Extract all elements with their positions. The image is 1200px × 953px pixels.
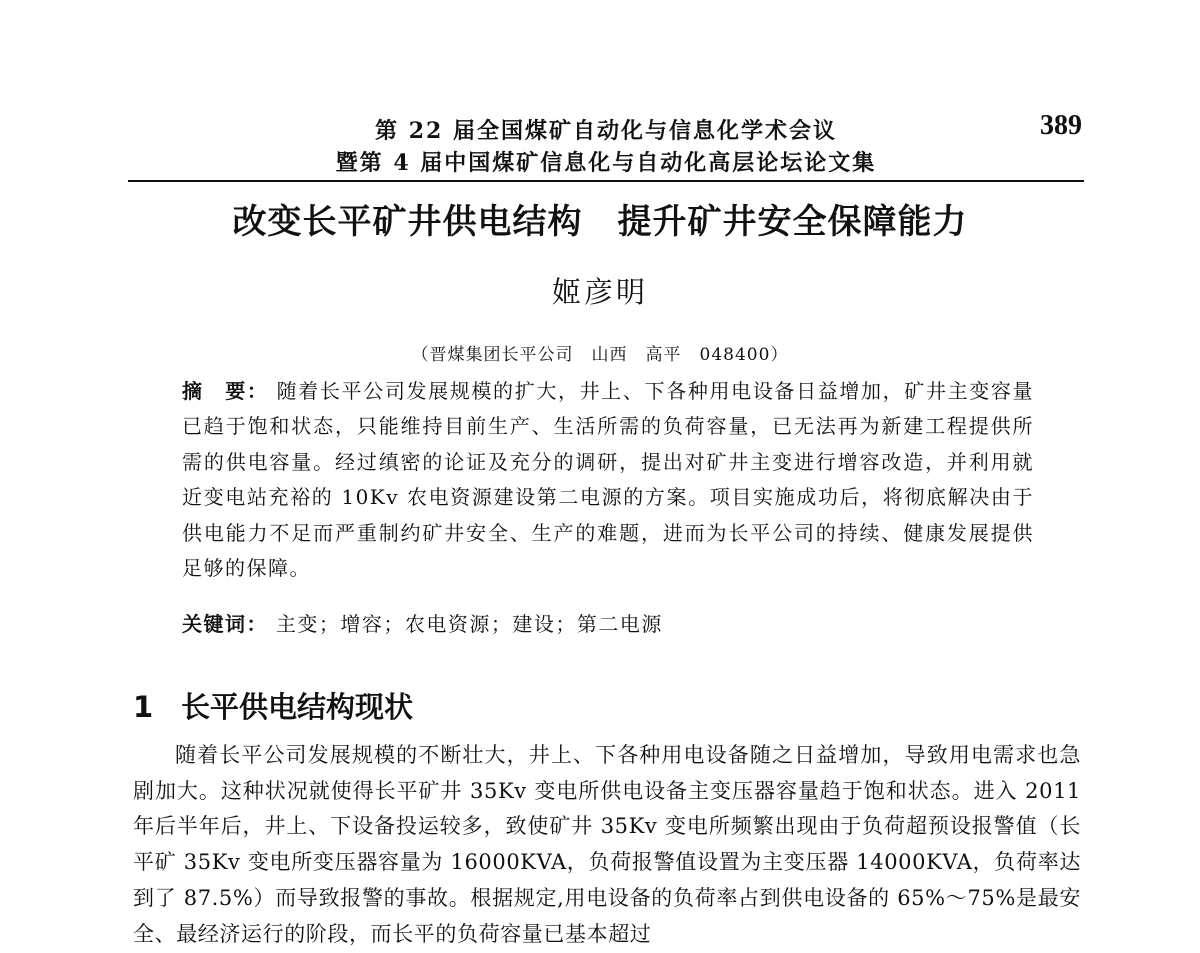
paper-title: 改变长平矿井供电结构 提升矿井安全保障能力 bbox=[232, 202, 968, 242]
keywords-label: 关键词： bbox=[182, 612, 268, 636]
conference-title: 第 22 届全国煤矿自动化与信息化学术会议 bbox=[375, 118, 837, 144]
abstract-text: 随着长平公司发展规模的扩大，井上、下各种用电设备日益增加，矿井主变容量已趋于饱和状态，只能维持目前生产、生活所需的负荷容量，已无法再为新建工程提供所需的供电容量。经过缜密的论证及充分的调研，提出对矿井主变进行增容改造，并利用就近变电站充裕的 10Kv 农电资源建设第二电源的方案。项目实施成功后，将彻底解决由于供电能力不足而严重制约矿井安全、生产的难题，进而为长平公司的持续、健康发展提供足够的保障。 bbox=[182, 379, 1035, 581]
abstract-label: 摘 要： bbox=[182, 379, 269, 403]
proceedings-title: 暨第 4 届中国煤矿信息化与自动化高层论坛论文集 bbox=[335, 150, 877, 176]
section-number: 1 bbox=[133, 690, 154, 724]
author-name: 姬彦明 bbox=[551, 275, 648, 309]
section-title: 长平供电结构现状 bbox=[181, 690, 414, 724]
author-affiliation: （晋煤集团长平公司 山西 高平 048400） bbox=[411, 345, 789, 365]
keywords-text: 主变；增容；农电资源；建设；第二电源 bbox=[275, 612, 663, 636]
section-paragraph: 随着长平公司发展规模的不断壮大，井上、下各种用电设备随之日益增加，导致用电需求也急剧加大。这种状况就使得长平矿井 35Kv 变电所供电设备主变压器容量趋于饱和状态。进入 2011 年后半年后，井上、下设备投运较多，致使矿井 35Kv 变电所频繁出现由于负荷超预设报警值（长平矿 35Kv 变电所变压器容量为 16000KVA，负荷报警值设置为主变压器 14000KVA，负荷率达到了 87.5%）而导致报警的事故。根据规定,用电设备的负荷率占到供电设备的 65%～75%是最安全、最经济运行的阶段，而长平的负荷容量已基本超过 bbox=[133, 743, 1081, 946]
section-heading bbox=[133, 685, 413, 726]
abstract bbox=[182, 374, 1034, 586]
keywords bbox=[182, 608, 1034, 637]
running-header bbox=[128, 106, 1084, 182]
page-number: 389 bbox=[1040, 110, 1082, 141]
